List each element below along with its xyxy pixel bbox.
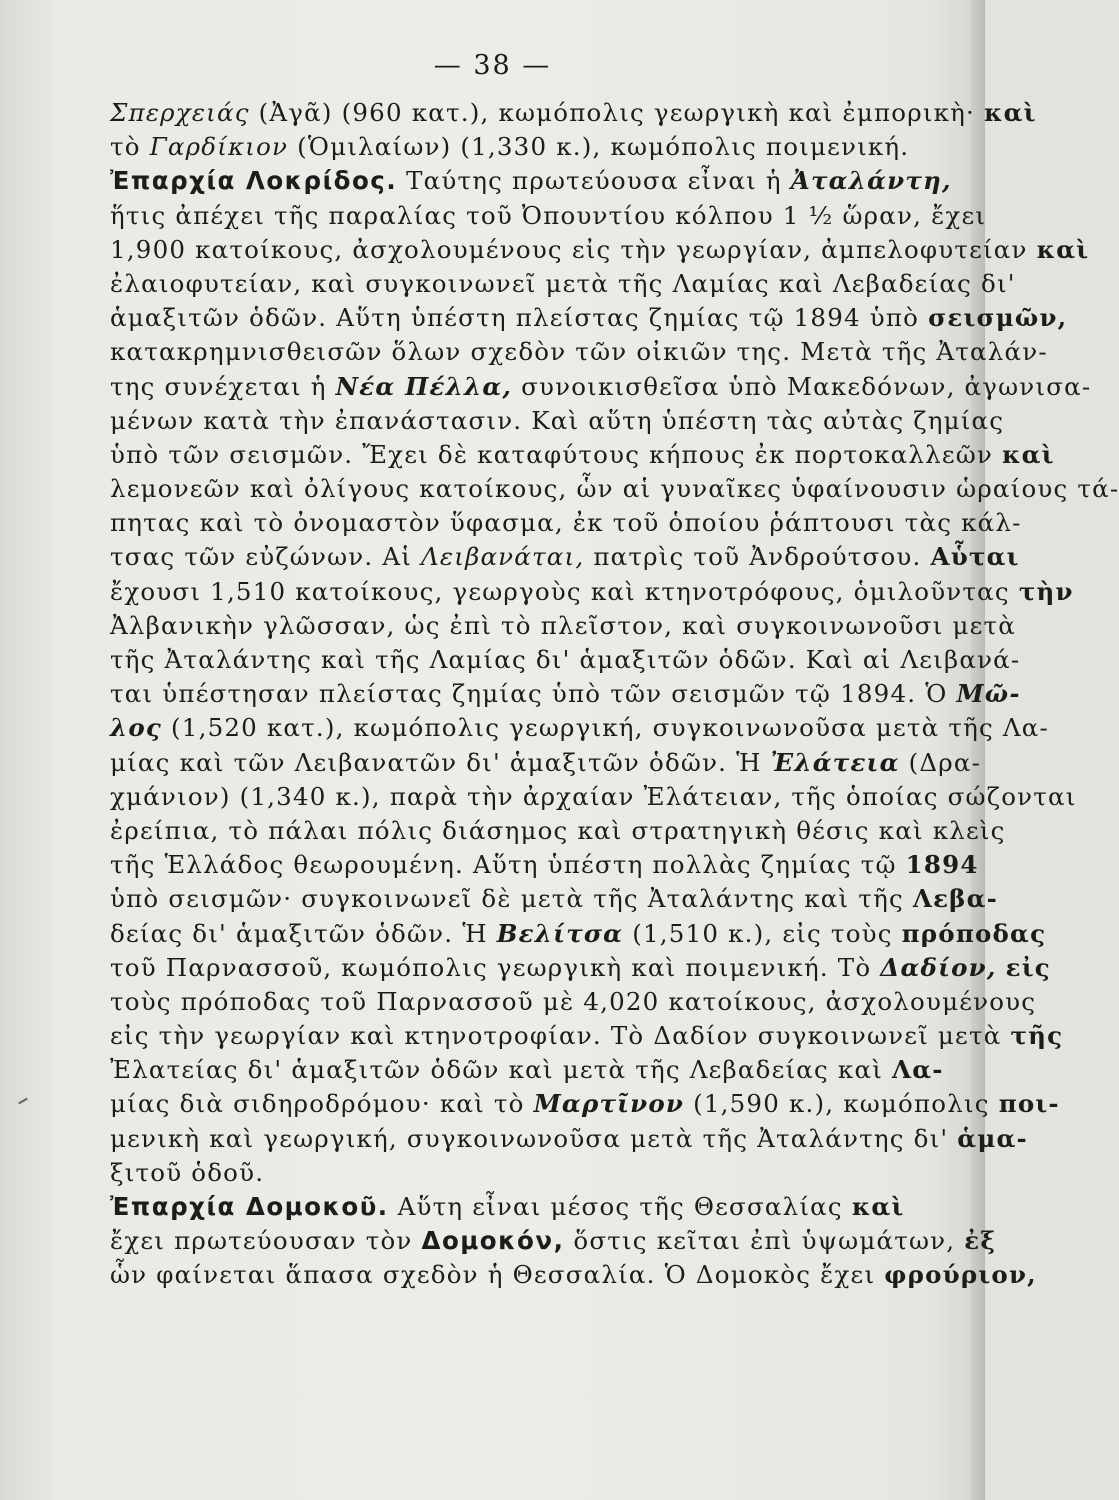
text-segment: τὸ: [110, 132, 150, 162]
text-segment: ὑπὸ σεισμῶν· συγκοινωνεῖ δὲ μετὰ τῆς Ἀταλάντης καὶ τῆς: [110, 884, 913, 914]
text-segment: σεισμῶν,: [928, 303, 1068, 333]
text-segment: μίας διὰ σιδηροδρόμου· καὶ τὸ: [110, 1089, 534, 1119]
text-segment: πρόποδας: [901, 918, 1047, 948]
text-line: [110, 1224, 997, 1258]
text-segment: τῆς Ἑλλάδος θεωρουμένη. Αὕτη ὑπέστη πολλὰς ζημίας τῷ: [110, 850, 906, 880]
text-segment: καὶ: [851, 1192, 905, 1221]
text-line: [110, 130, 970, 164]
text-segment: Βελίτσα: [496, 918, 624, 948]
text-line: [110, 301, 1068, 335]
text-line: [110, 335, 1048, 369]
text-segment: (Ἀγᾶ) (960 κατ.), κωμόπολις γεωργικὴ καὶ ἐμπορικὴ·: [249, 98, 985, 127]
text-segment: Γαρδίκιον: [149, 132, 289, 162]
text-segment: τὴν: [1018, 576, 1074, 606]
page-number: — 38 —: [433, 50, 552, 81]
text-segment: ἁμα-: [957, 1123, 1028, 1153]
text-segment: καὶ: [1036, 234, 1090, 264]
text-segment: τοῦ Παρνασσοῦ, κωμόπολις γεωργικὴ καὶ ποιμενική. Τὸ: [110, 952, 881, 982]
text-segment: λεμονεῶν καὶ ὀλίγους κατοίκους, ὧν αἱ γυναῖκες ὑφαίνουσιν ὡραίους τά-: [110, 474, 1119, 504]
text-segment: ἥτις ἀπέχει τῆς παραλίας τοῦ Ὀπουντίου κόλπου 1 ½ ὥραν, ἔχει: [110, 200, 987, 230]
text-segment: τσας τῶν εὐζώνων. Αἱ: [110, 542, 422, 572]
text-line: [110, 164, 970, 198]
text-segment: Μαρτῖνον: [533, 1089, 685, 1119]
text-segment: ἔχουσι 1,510 κατοίκους, γεωργοὺς καὶ κτηνοτρόφους, ὁμιλοῦντας: [110, 576, 1019, 606]
text-segment: ὧν φαίνεται ἅπασα σχεδὸν ἡ Θεσσαλία. Ὁ Δομοκὸς ἔχει: [110, 1260, 885, 1290]
text-segment: ται ὑπέστησαν πλείστας ζημίας ὑπὸ τῶν σεισμῶν τῷ 1894. Ὁ: [110, 679, 957, 709]
text-segment: Σπερχειάς: [110, 98, 250, 127]
text-segment: Μῶ-: [956, 679, 1021, 709]
text-segment: (1,520 κατ.), κωμόπολις γεωργική, συγκοινωνοῦσα μετὰ τῆς Λα-: [162, 713, 1049, 743]
text-segment: Δαδίον,: [880, 952, 997, 982]
text-segment: Ἐλατείας δι' ἁμαξιτῶν ὁδῶν καὶ μετὰ τῆς Λεβαδείας καὶ: [110, 1055, 892, 1085]
text-segment: τοὺς πρόποδας τοῦ Παρνασσοῦ μὲ 4,020 κατοίκους, ἀσχολουμένους: [110, 986, 1037, 1016]
text-segment: ἐξ: [964, 1226, 997, 1256]
text-segment: (Δρα-: [899, 747, 982, 777]
text-line: [110, 540, 1020, 574]
text-line: [110, 609, 1016, 643]
text-line: [110, 951, 1051, 985]
text-segment: Ἀταλάντη,: [790, 166, 952, 196]
text-line: [110, 882, 999, 916]
text-line: [110, 506, 1022, 540]
text-segment: εἰς τὴν γεωργίαν καὶ κτηνοτροφίαν. Τὸ Δαδίον συγκοινωνεῖ μετὰ: [110, 1021, 1011, 1051]
text-segment: Ἐπαρχία Δομοκοῦ.: [110, 1192, 389, 1221]
text-line: [110, 746, 982, 780]
text-line: [110, 917, 1047, 951]
text-segment: Δομοκόν,: [421, 1226, 565, 1256]
margin-mark: [18, 1098, 28, 1105]
text-line: [110, 267, 1016, 301]
text-line: [110, 96, 1037, 130]
text-line: [110, 643, 1021, 677]
text-line: [110, 1053, 970, 1087]
text-segment: Αὕτη εἶναι μέσος τῆς Θεσσαλίας: [388, 1192, 852, 1221]
text-segment: (Ὁμιλαίων) (1,330 κ.), κωμόπολις ποιμενική.: [288, 132, 910, 162]
text-segment: χμάνιον) (1,340 κ.), παρὰ τὴν ἀρχαίαν Ἐλάτειαν, τῆς ὁποίας σώζονται: [110, 781, 1077, 811]
text-segment: (1,590 κ.), κωμόπολις: [684, 1089, 999, 1119]
text-segment: πατρὶς τοῦ Ἀνδρούτσου.: [584, 542, 931, 572]
text-line: [110, 1087, 1060, 1121]
text-segment: μένων κατὰ τὴν ἐπανάστασιν. Καὶ αὕτη ὑπέστη τὰς αὐτὰς ζημίας: [110, 405, 1005, 435]
text-line: [110, 1190, 970, 1224]
text-segment: φρούριον,: [884, 1260, 1037, 1290]
text-line: [110, 1019, 1064, 1053]
text-segment: κατακρημνισθεισῶν ὅλων σχεδὸν τῶν οἰκιῶν της. Μετὰ τῆς Ἀταλάν-: [110, 337, 1048, 367]
text-segment: Νέα Πέλλα,: [335, 371, 513, 401]
text-segment: λος: [110, 713, 163, 743]
text-segment: δείας δι' ἁμαξιτῶν ὁδῶν. Ἡ: [110, 918, 497, 948]
text-segment: τῆς Ἀταλάντης καὶ τῆς Λαμίας δι' ἁμαξιτῶν ὁδῶν. Καὶ αἱ Λειβανά-: [110, 645, 1021, 674]
text-line: [110, 575, 1074, 609]
text-segment: ἐρείπια, τὸ πάλαι πόλις διάσημος καὶ στρατηγικὴ θέσις καὶ κλεὶς: [110, 815, 1006, 845]
text-line: [110, 472, 1119, 506]
text-line: [110, 711, 1049, 745]
text-segment: Ἐλάτεια: [770, 747, 900, 777]
text-segment: 1894: [905, 850, 979, 880]
text-line: [110, 985, 1037, 1019]
text-segment: ἐλαιοφυτείαν, καὶ συγκοινωνεῖ μετὰ τῆς Λαμίας καὶ Λεβαδείας δι': [110, 268, 1016, 298]
text-segment: Ἐπαρχία Λοκρίδος.: [110, 166, 398, 196]
body-text: [110, 96, 1119, 1293]
text-segment: Αὗται: [930, 542, 1020, 572]
text-line: [110, 199, 987, 233]
text-segment: Ταύτης πρωτεύουσα εἶναι ἡ: [397, 166, 791, 196]
text-segment: Λα-: [892, 1055, 944, 1085]
text-segment: (1,510 κ.), εἰς τοὺς: [623, 918, 902, 948]
text-segment: εἰς: [1005, 952, 1051, 982]
text-line: [110, 814, 1006, 848]
text-segment: ξιτοῦ ὁδοῦ.: [110, 1157, 265, 1187]
text-line: [110, 677, 1021, 711]
text-line: [110, 780, 1077, 814]
text-line: [110, 370, 1092, 404]
text-segment: πητας καὶ τὸ ὀνομαστὸν ὕφασμα, ἐκ τοῦ ὁποίου ῥάπτουσι τὰς κάλ-: [110, 508, 1022, 538]
text-segment: Λεβα-: [912, 884, 999, 914]
text-segment: της συνέχεται ἡ: [110, 371, 336, 401]
text-line: [110, 848, 979, 882]
text-segment: ἁμαξιτῶν ὁδῶν. Αὕτη ὑπέστη πλείστας ζημίας τῷ 1894 ὑπὸ: [110, 303, 929, 333]
text-segment: ὅστις κεῖται ἐπὶ ὑψωμάτων,: [564, 1226, 965, 1256]
text-segment: μενικὴ καὶ γεωργική, συγκοινωνοῦσα μετὰ τῆς Ἀταλάντης δι': [110, 1123, 958, 1153]
text-segment: μίας καὶ τῶν Λειβανατῶν δι' ἁμαξιτῶν ὁδῶν. Ἡ: [110, 747, 771, 777]
text-segment: ποι-: [998, 1089, 1060, 1119]
text-line: [110, 404, 1005, 438]
text-line: [110, 1156, 970, 1190]
text-segment: συνοικισθεῖσα ὑπὸ Μακεδόνων, ἀγωνισα-: [512, 371, 1092, 401]
text-segment: [997, 953, 1006, 982]
text-segment: 1,900 κατοίκους, ἀσχολουμένους εἰς τὴν γεωργίαν, ἀμπελοφυτείαν: [110, 234, 1037, 264]
text-segment: Λειβανάται,: [421, 542, 585, 572]
text-line: [110, 1122, 1028, 1156]
text-line: [110, 438, 1055, 472]
text-segment: ὑπὸ τῶν σεισμῶν. Ἔχει δὲ καταφύτους κήπους ἐκ πορτοκαλλεῶν: [110, 439, 1003, 469]
text-segment: καὶ: [984, 98, 1037, 127]
text-segment: καὶ: [1002, 439, 1055, 469]
text-segment: τῆς: [1010, 1021, 1064, 1051]
text-line: [110, 233, 1090, 267]
text-line: [110, 1258, 1037, 1292]
text-segment: Ἀλβανικὴν γλῶσσαν, ὡς ἐπὶ τὸ πλεῖστον, καὶ συγκοινωνοῦσι μετὰ: [110, 610, 1016, 640]
text-segment: ἔχει πρωτεύουσαν τὸν: [110, 1226, 422, 1256]
